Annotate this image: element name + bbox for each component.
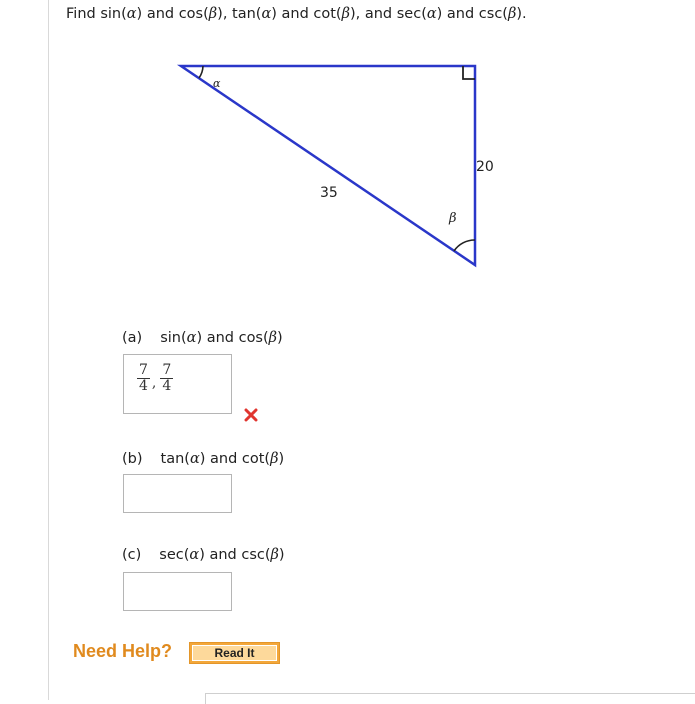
part-b-label: (b) tan(α) and cot(β) [122, 451, 285, 467]
fraction-1: $\frac{7}{4}$ [139, 362, 148, 394]
part-c-answer-field[interactable] [123, 572, 232, 611]
incorrect-x-icon [242, 406, 260, 424]
hypotenuse-label: 35 [320, 185, 338, 201]
part-a-label: (a) sin(α) and cos(β) [122, 330, 283, 346]
part-c-label: (c) sec(α) and csc(β) [122, 547, 285, 563]
read-it-button-label: Read It [192, 645, 277, 661]
part-a-answer-field[interactable] [123, 354, 232, 414]
read-it-button[interactable] [189, 642, 280, 664]
question-text: Find sin(α) and cos(β), tan(α) and cot(β), and sec(α) and csc(β). [66, 6, 527, 22]
part-a-answer-value: $\frac{7}{4}$ , $\frac{7}{4}$ [139, 362, 172, 394]
side-label: 20 [476, 159, 494, 175]
alpha-label: α [213, 77, 221, 90]
need-help-label: Need Help? [73, 641, 173, 661]
triangle-diagram [0, 0, 695, 300]
part-b-answer-field[interactable] [123, 474, 232, 513]
triangle-shape [181, 66, 475, 265]
alpha-angle-arc [199, 66, 203, 78]
beta-angle-arc [454, 240, 475, 251]
right-angle-mark [463, 66, 475, 79]
fraction-2: $\frac{7}{4}$ [162, 362, 172, 394]
bottom-panel-edge [205, 693, 695, 704]
beta-label: β [449, 211, 457, 226]
